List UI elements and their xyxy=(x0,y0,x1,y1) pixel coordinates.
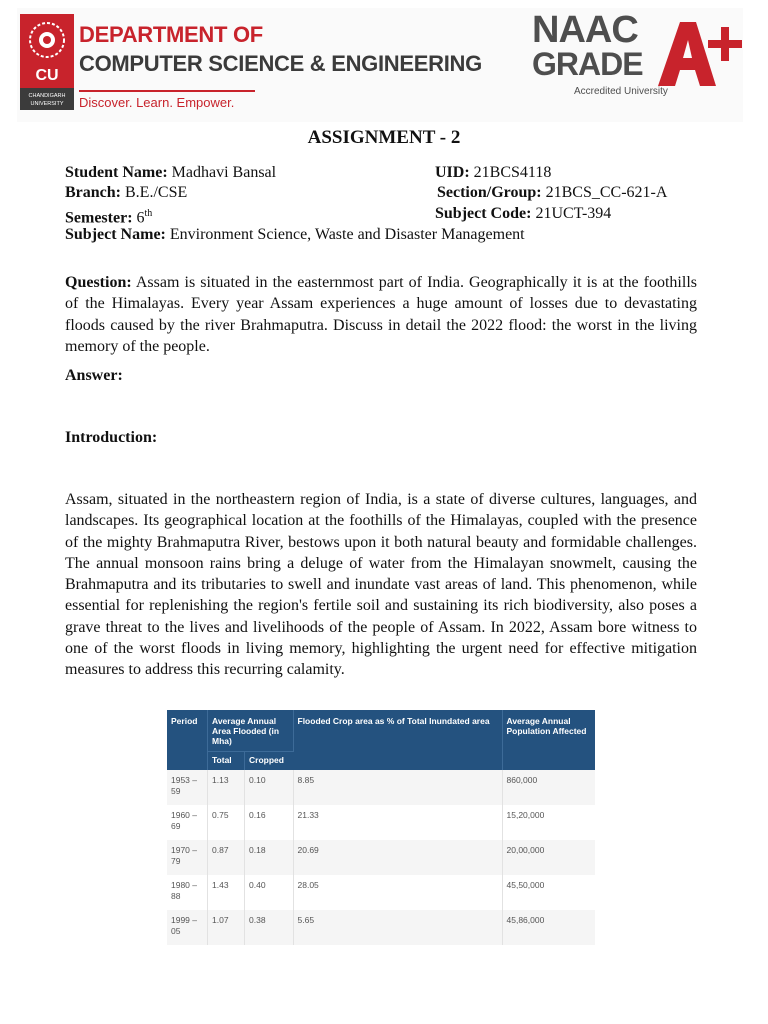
section-line xyxy=(437,182,667,203)
answer-heading: Answer: xyxy=(65,367,123,384)
naac-badge xyxy=(532,9,742,104)
semester-label: Semester: xyxy=(65,209,133,227)
subject-code-value: 21UCT-394 xyxy=(535,205,612,222)
section-value: 21BCS_CC-621-A xyxy=(545,184,668,201)
subject-code-line xyxy=(435,203,611,224)
question-label: Question: xyxy=(65,274,132,291)
cell-total: 1.43 xyxy=(208,875,245,910)
cell-population: 860,000 xyxy=(502,770,595,805)
question-text: Assam is situated in the easternmost part of India. Geographically it is at the foothills of the Himalayas. Every year Assam experiences a huge amount of losses due to devastating floods caused by the river Brahmaputra. Discuss in detail the 2022 flood: the worst in the living memory of the people. xyxy=(65,274,697,355)
cell-total: 0.87 xyxy=(208,840,245,875)
cell-population: 15,20,000 xyxy=(502,805,595,840)
semester-superscript: th xyxy=(144,208,153,219)
tagline: Discover. Learn. Empower. xyxy=(79,95,235,110)
cell-total: 1.07 xyxy=(208,910,245,945)
branch-label: Branch: xyxy=(65,184,121,201)
cell-crop-percent: 5.65 xyxy=(293,910,502,945)
introduction-heading: Introduction: xyxy=(65,429,158,446)
cell-period: 1980 – 88 xyxy=(167,875,208,910)
cell-total: 1.13 xyxy=(208,770,245,805)
subject-name-label: Subject Name: xyxy=(65,226,166,243)
subject-name-line xyxy=(65,224,525,245)
subject-code-label: Subject Code: xyxy=(435,205,532,222)
student-name-label: Student Name: xyxy=(65,164,168,181)
uid-line xyxy=(435,162,551,183)
question-paragraph xyxy=(65,272,697,357)
header-population-affected: Average Annual Population Affected xyxy=(502,710,595,770)
uid-label: UID: xyxy=(435,164,470,181)
cell-period: 1970 – 79 xyxy=(167,840,208,875)
cell-population: 20,00,000 xyxy=(502,840,595,875)
cell-period: 1960 – 69 xyxy=(167,805,208,840)
uid-value: 21BCS4118 xyxy=(473,164,552,181)
tagline-rule xyxy=(79,90,255,92)
department-line1: DEPARTMENT OF xyxy=(79,22,263,47)
cell-period: 1999 – 05 xyxy=(167,910,208,945)
student-name-line xyxy=(65,162,276,183)
department-line2: COMPUTER SCIENCE & ENGINEERING xyxy=(79,51,482,76)
cell-cropped: 0.18 xyxy=(245,840,294,875)
assignment-title: ASSIGNMENT - 2 xyxy=(307,127,461,148)
cell-total: 0.75 xyxy=(208,805,245,840)
branch-value: B.E./CSE xyxy=(125,184,188,201)
cell-crop-percent: 20.69 xyxy=(293,840,502,875)
student-name-value: Madhavi Bansal xyxy=(171,164,277,181)
header-banner xyxy=(17,8,743,122)
branch-line xyxy=(65,182,187,203)
cell-cropped: 0.40 xyxy=(245,875,294,910)
header-group-area-flooded: Average Annual Area Flooded (in Mha) xyxy=(208,710,294,752)
table-row xyxy=(167,875,595,910)
a-plus-grade-icon xyxy=(650,18,742,86)
subject-name-value: Environment Science, Waste and Disaster Management xyxy=(169,226,525,243)
cell-population: 45,50,000 xyxy=(502,875,595,910)
table-row xyxy=(167,805,595,840)
university-logo xyxy=(20,14,74,110)
data-table xyxy=(167,710,595,945)
table-row xyxy=(167,910,595,945)
introduction-paragraph: Assam, situated in the northeastern region of India, is a state of diverse cultures, languages, and landscapes. Its geographical location at the foothills of the Himalayas, coupled with the presence of the mighty Brahmaputra River, bestows upon it both natural beauty and formidable challenges. The annual monsoon rains bring a deluge of water from the Himalayan snowmelt, causing the Brahmaputra and its tributaries to swell and inundate vast areas of land. This phenomenon, while essential for replenishing the region's fertile soil and sustaining its rich biodiversity, also poses a grave threat to the lives and livelihoods of the people of Assam. In 2022, Assam bore witness to one of the worst floods in living memory, highlighting the urgent need for effective mitigation measures to address this recurring calamity. xyxy=(65,491,697,679)
section-label: Section/Group: xyxy=(437,184,542,201)
cell-crop-percent: 28.05 xyxy=(293,875,502,910)
accredited-label: Accredited University xyxy=(574,86,668,97)
cell-cropped: 0.38 xyxy=(245,910,294,945)
cell-cropped: 0.16 xyxy=(245,805,294,840)
table-row xyxy=(167,840,595,875)
flood-statistics-table xyxy=(167,710,595,951)
header-cropped: Cropped xyxy=(245,752,294,771)
table-row xyxy=(167,770,595,805)
cell-crop-percent: 21.33 xyxy=(293,805,502,840)
logo-text: CU xyxy=(35,67,59,84)
cell-cropped: 0.10 xyxy=(245,770,294,805)
cell-period: 1953 – 59 xyxy=(167,770,208,805)
cell-population: 45,86,000 xyxy=(502,910,595,945)
header-flooded-crop-percent: Flooded Crop area as % of Total Inundated area xyxy=(293,710,502,770)
header-total: Total xyxy=(208,752,245,771)
naac-text: NAAC xyxy=(532,9,638,51)
cell-crop-percent: 8.85 xyxy=(293,770,502,805)
logo-sub2: UNIVERSITY xyxy=(30,101,64,107)
semester-value: 6 xyxy=(136,209,145,227)
grade-text: GRADE xyxy=(532,46,643,82)
logo-sub1: CHANDIGARH xyxy=(28,93,66,99)
header-period: Period xyxy=(167,710,208,770)
